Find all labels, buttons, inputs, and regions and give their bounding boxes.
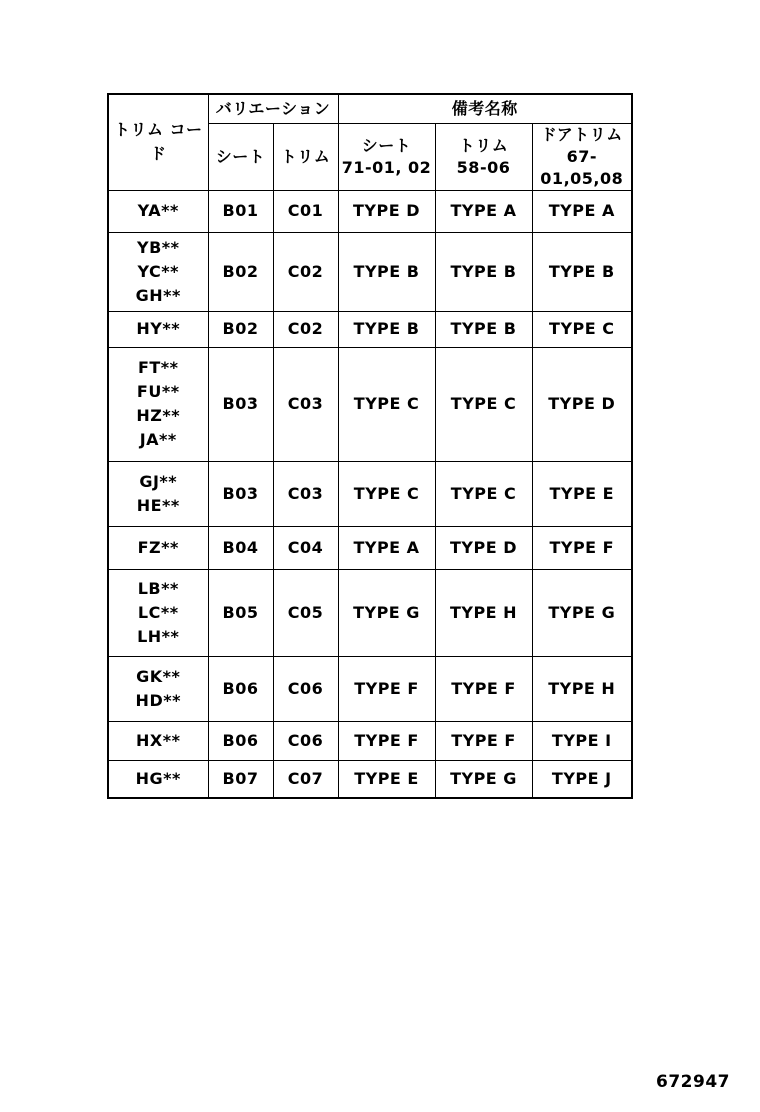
header-remark-seat xyxy=(338,123,435,190)
remark-seat-cell: TYPE A xyxy=(338,526,435,569)
trim-code: HY** xyxy=(136,319,181,338)
trim-code: LC** xyxy=(137,602,179,622)
remark-trim-cell: TYPE H xyxy=(435,569,532,656)
trim-code: JA** xyxy=(139,430,177,449)
remark-seat-cell: TYPE G xyxy=(338,569,435,656)
trim-code: HX** xyxy=(136,730,181,750)
seat-variation-cell: B05 xyxy=(208,569,273,656)
table-row xyxy=(108,656,632,721)
trim-code-cell xyxy=(108,190,208,232)
header-trim-code: トリム コード xyxy=(108,94,208,190)
trim-code: YA** xyxy=(137,201,179,220)
remark-door-trim-cell: TYPE I xyxy=(532,721,632,760)
seat-variation-cell: B03 xyxy=(208,347,273,461)
table-row xyxy=(108,461,632,526)
remark-trim-cell: TYPE B xyxy=(435,311,532,347)
trim-code: YB** xyxy=(136,237,180,257)
trim-code-cell xyxy=(108,569,208,656)
trim-code: HD** xyxy=(135,690,181,710)
header-remark-door-label: ドアトリム xyxy=(540,124,623,144)
trim-code-cell xyxy=(108,721,208,760)
table-row xyxy=(108,721,632,760)
remark-trim-cell: TYPE B xyxy=(435,232,532,311)
remark-seat-cell: TYPE C xyxy=(338,461,435,526)
seat-variation-cell: B02 xyxy=(208,232,273,311)
header-remark-door xyxy=(532,123,632,190)
remark-seat-cell: TYPE F xyxy=(338,721,435,760)
trim-code: HZ** xyxy=(136,406,181,425)
trim-code: GJ** xyxy=(139,471,178,491)
seat-variation-cell: B06 xyxy=(208,656,273,721)
trim-variation-cell: C03 xyxy=(273,461,338,526)
header-remark-seat-code: 71-01, 02 xyxy=(341,157,432,177)
header-trim: トリム xyxy=(273,123,338,190)
seat-variation-cell: B06 xyxy=(208,721,273,760)
header-remark-trim-label: トリム xyxy=(458,135,509,155)
seat-variation-cell: B04 xyxy=(208,526,273,569)
trim-code-cell xyxy=(108,461,208,526)
table-row xyxy=(108,347,632,461)
remark-door-trim-cell: TYPE A xyxy=(532,190,632,232)
remark-trim-cell: TYPE D xyxy=(435,526,532,569)
table-row xyxy=(108,190,632,232)
trim-variation-cell: C02 xyxy=(273,232,338,311)
remark-door-trim-cell: TYPE B xyxy=(532,232,632,311)
seat-variation-cell: B07 xyxy=(208,760,273,798)
header-remark-door-code: 67-01,05,08 xyxy=(540,146,624,188)
header-remark-trim-code: 58-06 xyxy=(456,157,511,177)
trim-variation-cell: C06 xyxy=(273,721,338,760)
seat-variation-cell: B02 xyxy=(208,311,273,347)
remark-door-trim-cell: TYPE H xyxy=(532,656,632,721)
trim-variation-cell: C07 xyxy=(273,760,338,798)
trim-code-cell xyxy=(108,656,208,721)
page-number: 672947 xyxy=(656,1072,730,1092)
remark-trim-cell: TYPE G xyxy=(435,760,532,798)
remark-door-trim-cell: TYPE G xyxy=(532,569,632,656)
trim-code-cell xyxy=(108,347,208,461)
trim-variation-cell: C04 xyxy=(273,526,338,569)
trim-variation-cell: C05 xyxy=(273,569,338,656)
trim-variation-cell: C01 xyxy=(273,190,338,232)
trim-code-cell xyxy=(108,232,208,311)
remark-trim-cell: TYPE F xyxy=(435,721,532,760)
seat-variation-cell: B01 xyxy=(208,190,273,232)
trim-code: FU** xyxy=(136,382,180,401)
remark-seat-cell: TYPE B xyxy=(338,232,435,311)
table-row xyxy=(108,569,632,656)
header-remark-trim xyxy=(435,123,532,190)
trim-variation-cell: C03 xyxy=(273,347,338,461)
trim-variation-cell: C06 xyxy=(273,656,338,721)
header-remark-seat-label: シート xyxy=(361,135,412,155)
header-variation: バリエーション xyxy=(208,94,338,123)
remark-door-trim-cell: TYPE E xyxy=(532,461,632,526)
remark-door-trim-cell: TYPE C xyxy=(532,311,632,347)
table-row xyxy=(108,311,632,347)
remark-trim-cell: TYPE F xyxy=(435,656,532,721)
trim-code-cell xyxy=(108,526,208,569)
trim-code: HE** xyxy=(136,495,180,515)
trim-code: YC** xyxy=(137,261,179,281)
remark-trim-cell: TYPE C xyxy=(435,461,532,526)
seat-variation-cell: B03 xyxy=(208,461,273,526)
remark-trim-cell: TYPE C xyxy=(435,347,532,461)
trim-code: FT** xyxy=(137,358,179,377)
remark-door-trim-cell: TYPE F xyxy=(532,526,632,569)
trim-code: GK** xyxy=(136,666,181,686)
trim-code: LH** xyxy=(137,626,180,646)
header-remarks: 備考名称 xyxy=(338,94,632,123)
trim-variation-table xyxy=(107,93,633,799)
header-seat: シート xyxy=(208,123,273,190)
trim-code: LB** xyxy=(137,578,179,598)
remark-seat-cell: TYPE D xyxy=(338,190,435,232)
table-row xyxy=(108,760,632,798)
header-row-top xyxy=(108,94,632,123)
remark-trim-cell: TYPE A xyxy=(435,190,532,232)
trim-code-cell xyxy=(108,311,208,347)
remark-door-trim-cell: TYPE J xyxy=(532,760,632,798)
remark-seat-cell: TYPE C xyxy=(338,347,435,461)
remark-seat-cell: TYPE F xyxy=(338,656,435,721)
table-row xyxy=(108,526,632,569)
remark-seat-cell: TYPE E xyxy=(338,760,435,798)
trim-code: HG** xyxy=(135,768,181,788)
remark-door-trim-cell: TYPE D xyxy=(532,347,632,461)
trim-code: GH** xyxy=(135,285,181,305)
table-row xyxy=(108,232,632,311)
trim-code: FZ** xyxy=(137,537,179,557)
trim-variation-cell: C02 xyxy=(273,311,338,347)
trim-code-cell xyxy=(108,760,208,798)
remark-seat-cell: TYPE B xyxy=(338,311,435,347)
